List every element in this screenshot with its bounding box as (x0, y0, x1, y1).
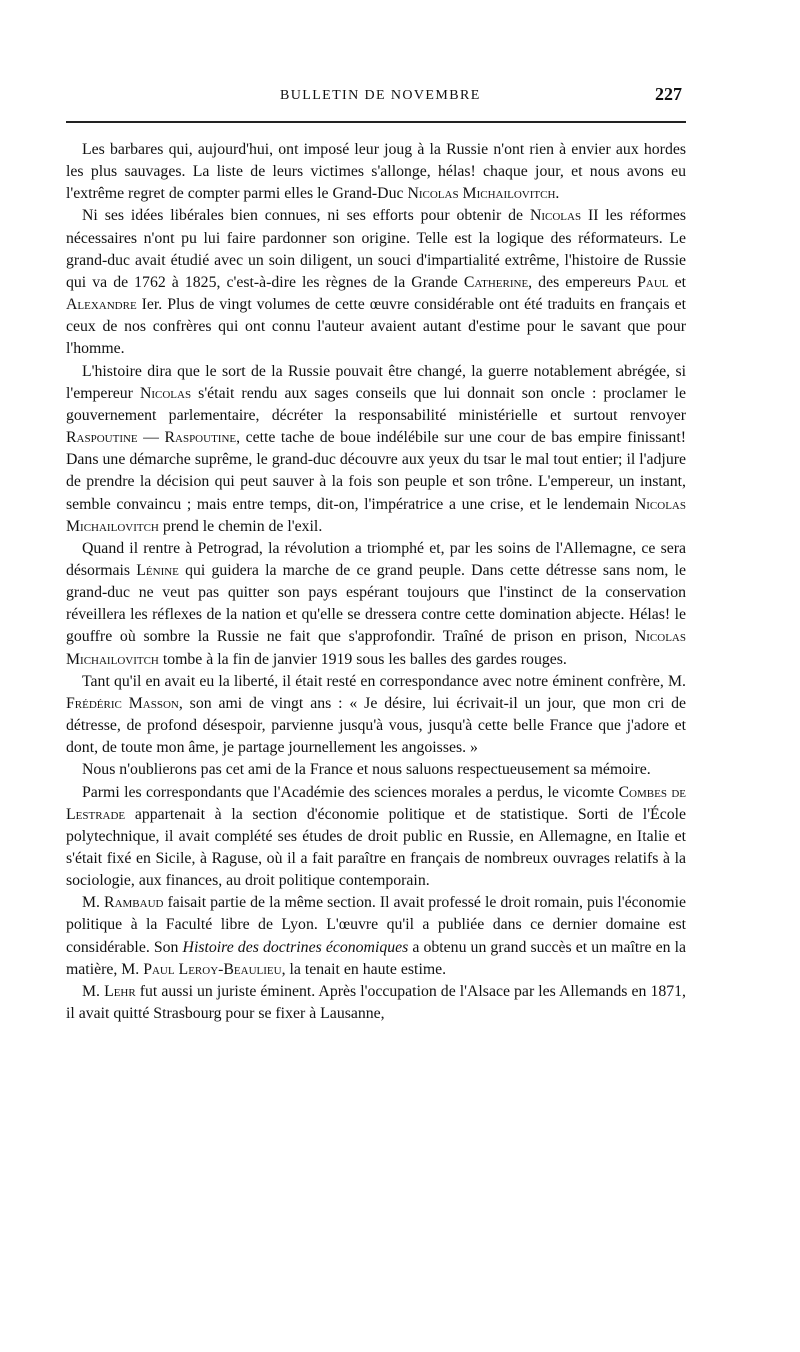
proper-name: Frédéric Masson (66, 694, 179, 712)
text-run: Nous n'oublierons pas cet ami de la France et nous saluons respectueusement sa mémoire. (82, 761, 651, 779)
body-text (66, 139, 686, 1025)
text-run: . (555, 185, 560, 203)
text-run: L'histoire dira que le sort de la Russie pouvait être changé, la guerre notablement abrégée, si l'empereur (66, 362, 686, 402)
text-run: , des empereurs (528, 273, 638, 291)
text-run: Ni ses idées libérales bien connues, ni ses efforts pour obtenir de (82, 207, 530, 225)
paragraph (66, 361, 686, 538)
text-run: II les réformes nécessaires n'ont pu lui faire pardonner son origine. Telle est la logique des réformateurs. Le grand-duc avait étudié avec un soin diligent, un souci d'impartialité extrême, l'histoire de Russie qui va de 1762 à 1825, c'est-à-dire les règnes de la Grande (66, 207, 686, 291)
proper-name: Raspoutine (164, 429, 237, 447)
paragraph (66, 782, 686, 893)
text-run: tombe à la fin de janvier 1919 sous les balles des gardes rouges. (158, 650, 567, 668)
text-run: Les barbares qui, aujourd'hui, ont imposé leur joug à la Russie n'ont rien à envier aux hordes les plus sauvages. La liste de leurs victimes s'allonge, hélas! chaque jour, et nous avons eu l'extrême regret de compter parmi elles le Grand-Duc (66, 141, 686, 203)
book-title: Histoire des doctrines économiques (182, 938, 409, 956)
proper-name: Raspoutine (66, 429, 138, 447)
paragraph (66, 205, 686, 360)
proper-name: Paul Leroy-Beaulieu (143, 960, 282, 978)
paragraph (66, 981, 686, 1025)
text-run: qui guidera la marche de ce grand peuple. Dans cette détresse sans nom, le grand-duc ne veut pas quitter son pays espérant toujours que l'instinct de la conservation réveillera les réflexes de la nation et qu'elle se dressera contre cette domination abjecte. Hélas! le gouffre où sombre la Russie ne fait que s'approfondir. Traîné de prison en prison, (66, 561, 686, 646)
text-run: fut aussi un juriste éminent. Après l'occupation de l'Alsace par les Allemands en 1871, il avait quitté Strasbourg pour se fixer à Lausanne, (66, 982, 686, 1023)
proper-name: Rambaud (104, 894, 164, 912)
header-rule (66, 121, 686, 123)
text-run: M. (82, 982, 105, 1000)
proper-name: Paul (637, 273, 669, 291)
proper-name: Lénine (136, 561, 179, 579)
proper-name: Nicolas Michailovitch (66, 628, 686, 668)
text-run: faisait partie de la même section. Il avait professé le droit romain, puis l'économie politique à la Faculté libre de Lyon. L'œuvre qu'il a publiée dans ce dernier domaine est considérable. Son (66, 894, 686, 956)
text-run: a obtenu un grand succès et un maître en la matière, M. (66, 938, 686, 978)
proper-name: Lehr (104, 982, 136, 1000)
text-run: Quand il rentre à Petrograd, la révolution a triomphé et, par les soins de l'Allemagne, ce sera désormais (66, 539, 686, 579)
proper-name: Combes de Lestrade (66, 783, 686, 823)
paragraph (66, 892, 686, 981)
text-run: — (137, 429, 165, 447)
proper-name: Catherine (463, 273, 529, 291)
paragraph (66, 139, 686, 205)
proper-name: Alexandre (66, 296, 137, 314)
text-run: Parmi les correspondants que l'Académie des sciences morales a perdus, le vicomte (82, 783, 619, 801)
text-run: appartenait à la section d'économie politique et de statistique. Sorti de l'École polytechnique, il avait complété ses études de droit public en Russie, en Allemagne, en Italie et s'était fixé en Sicile, à Raguse, où il a fait paraître en français de nombreux ouvrages relatifs à la sociologie, aux finances, au droit politique contemporain. (66, 805, 686, 890)
text-run: M. (82, 894, 105, 912)
page-number: 227 (655, 84, 682, 104)
paragraph (66, 538, 686, 671)
text-run: , la tenait en haute estime. (281, 960, 447, 978)
paragraph (66, 759, 686, 781)
text-run: et (668, 273, 686, 291)
proper-name: Nicolas (139, 384, 192, 402)
paragraph (66, 671, 686, 760)
running-title: BULLETIN DE NOVEMBRE (280, 88, 481, 103)
proper-name: Nicolas Michailovitch (407, 185, 556, 203)
text-run: prend le chemin de l'exil. (158, 517, 323, 535)
proper-name: Nicolas Michailovitch (66, 495, 686, 535)
text-run: Ier. Plus de vingt volumes de cette œuvre considérable ont été traduits en français et ceux de nos confrères qui ont connu l'auteur avaient autant d'estime pour le savant que pour l'homme. (66, 296, 686, 358)
text-run: , cette tache de boue indélébile sur une cour de bas empire finissant! Dans une démarche suprême, le grand-duc découvre aux yeux du tsar le mal tout entier; il l'adjure de prendre la décision qui peut sauver à la fois son peuple et son trône. L'empereur, un instant, semble convaincu ; mais entre temps, dit-on, l'impératrice a une crise, et le lendemain (66, 429, 686, 513)
page-header (66, 84, 686, 110)
proper-name: Nicolas (529, 207, 582, 225)
text-run: , son ami de vingt ans : « Je désire, lui écrivait-il un jour, que mon cri de détresse, de profond désespoir, parvienne jusqu'à vous, jusqu'à cette belle France que j'adore et dont, de toute mon âme, je partage journellement les angoisses. » (66, 694, 687, 757)
text-run: Tant qu'il en avait eu la liberté, il était resté en correspondance avec notre éminent confrère, M. (82, 672, 686, 690)
text-run: s'était rendu aux sages conseils que lui donnait son oncle : proclamer le gouvernement parlementaire, décréter la responsabilité ministérielle et surtout renvoyer (66, 384, 686, 424)
